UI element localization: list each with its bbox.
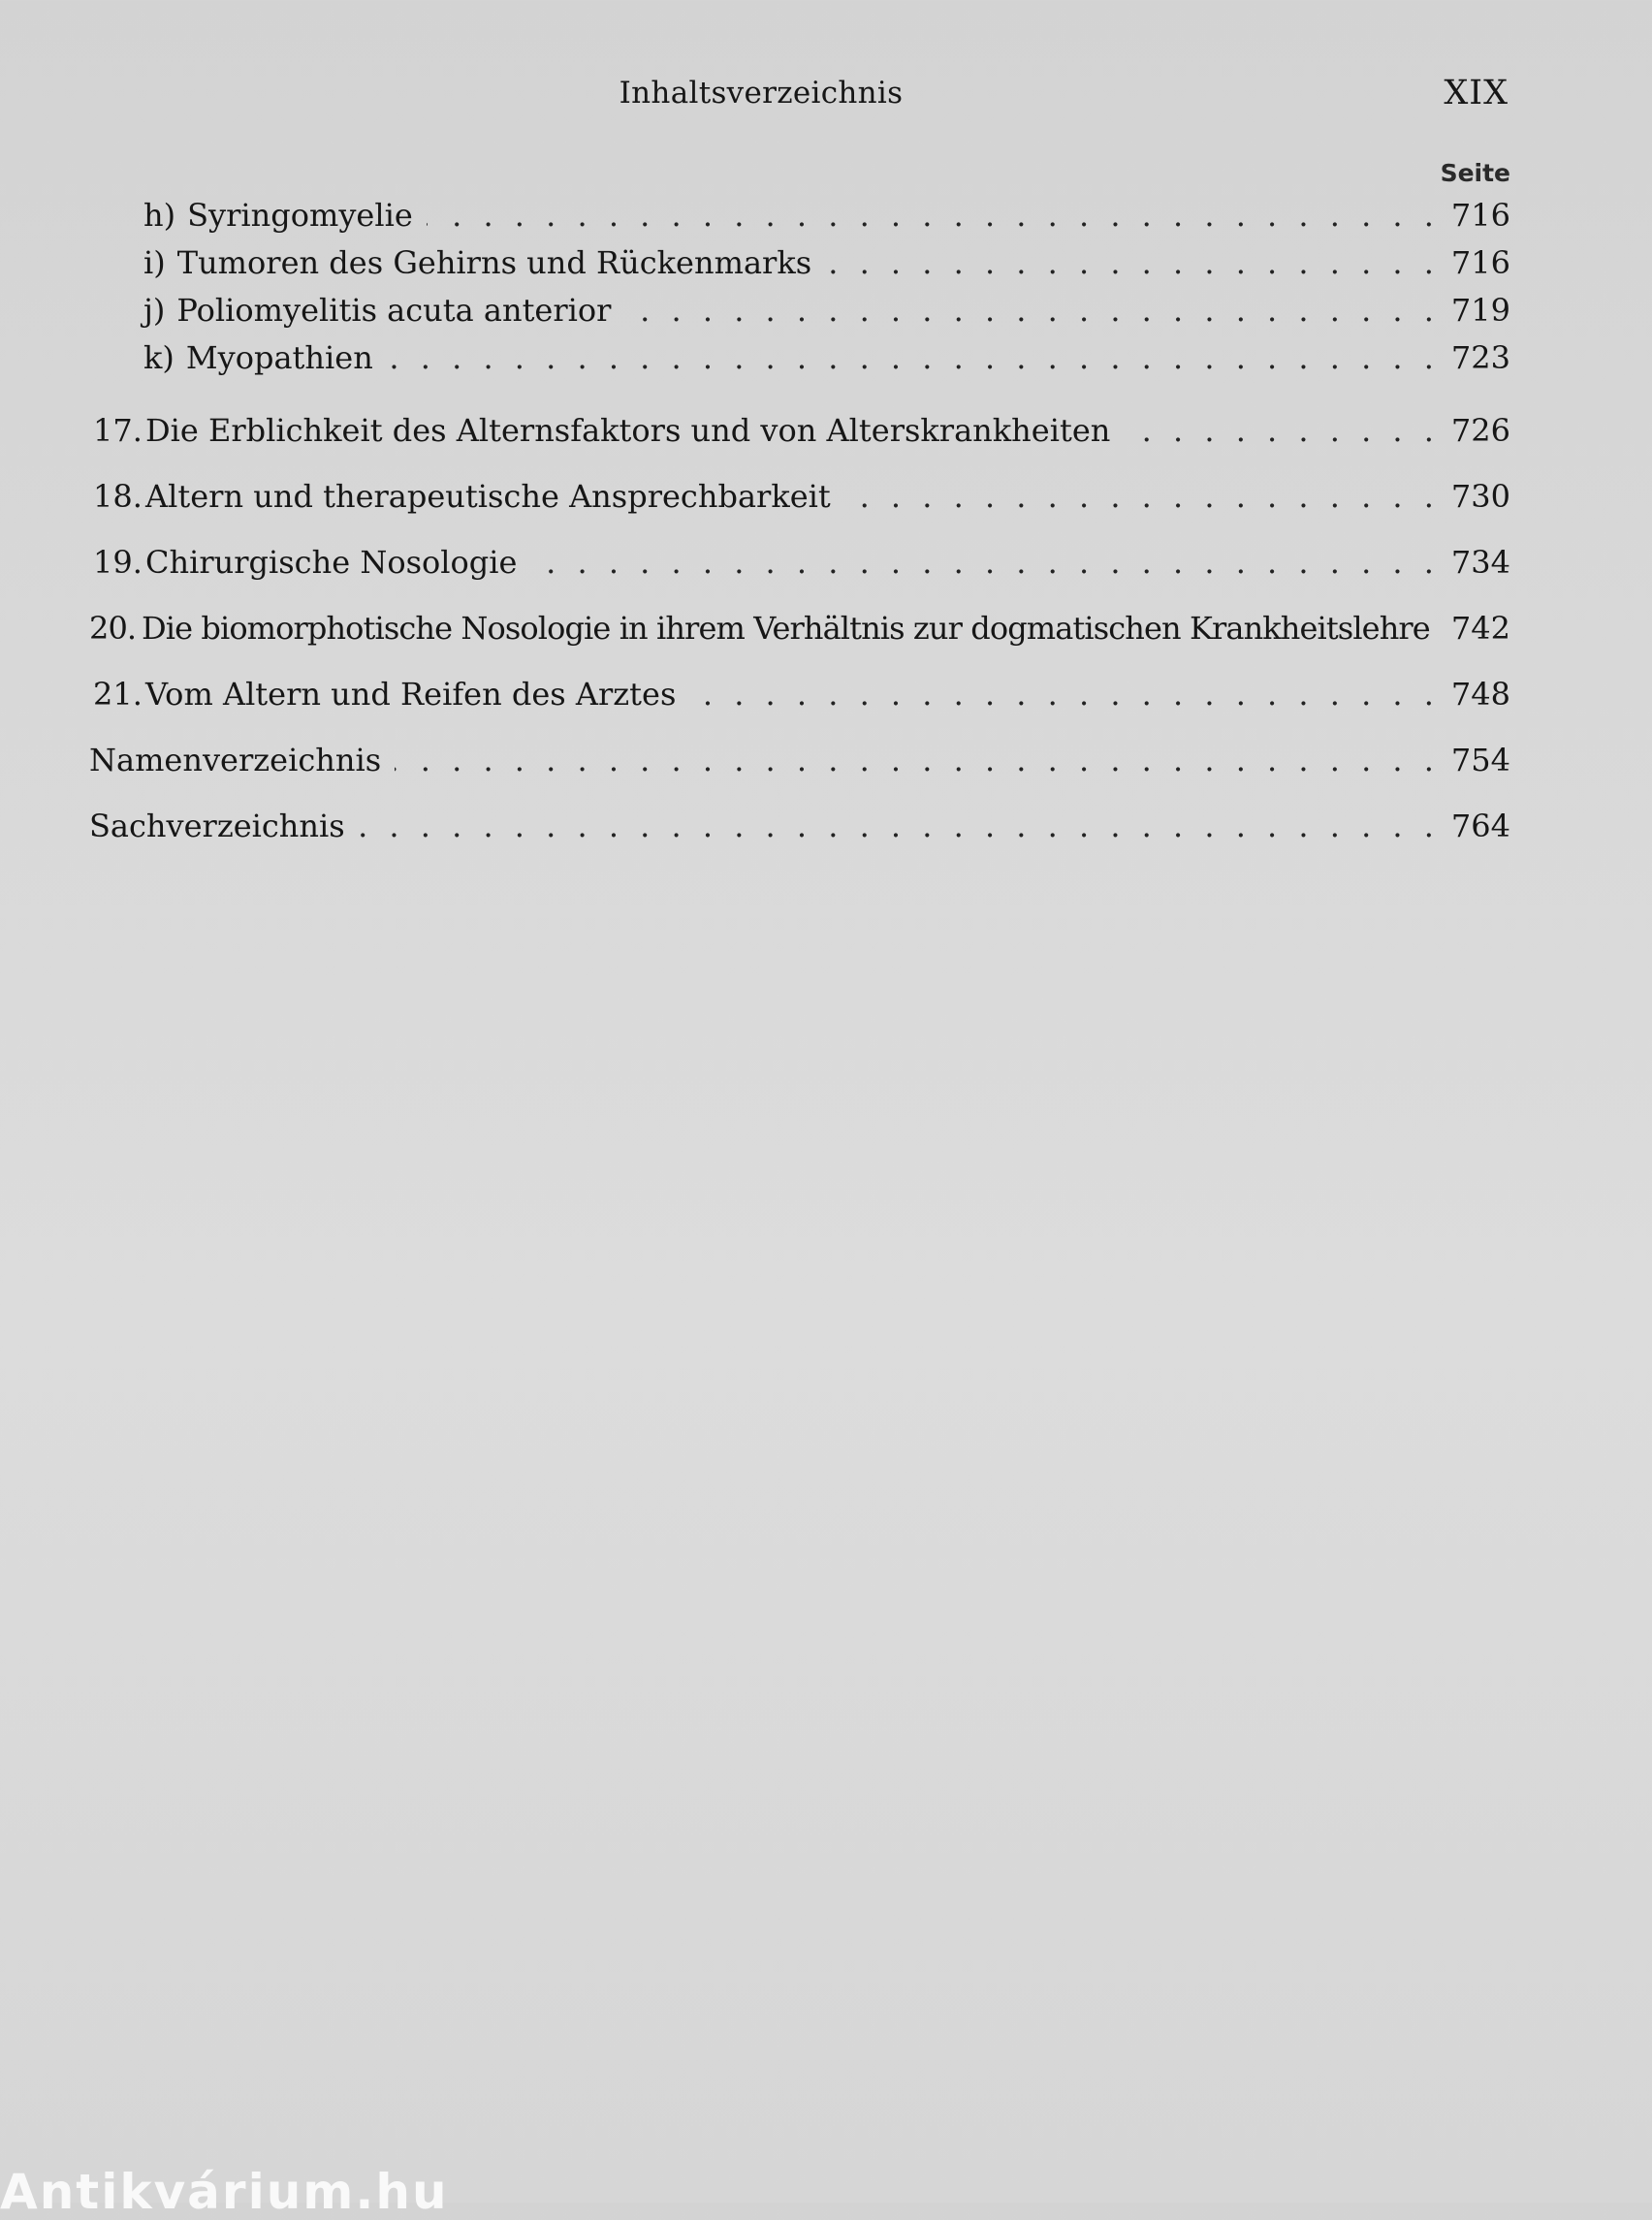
watermark-logo: Antikvárium.hu — [0, 2164, 449, 2220]
toc-entry-page: 734 — [1450, 544, 1510, 581]
toc-entry-number: 20. — [89, 610, 137, 647]
toc-entry-page: 730 — [1450, 478, 1510, 515]
toc-entry-namenverzeichnis — [89, 741, 1510, 779]
dot-leader — [624, 291, 1433, 330]
toc-entry-title: Myopathien — [185, 339, 373, 376]
dot-leader — [1124, 411, 1434, 450]
toc-entry-title: Die Erblichkeit des Alternsfaktors und von Alterskrankheiten — [145, 412, 1111, 449]
toc-entry-k — [143, 338, 1510, 377]
toc-entry-title: Altern und therapeutische Ansprechbarkeit — [145, 478, 831, 515]
toc-entry-17 — [93, 411, 1510, 450]
toc-entry-page: 719 — [1450, 292, 1510, 329]
toc-entry-title: Syringomyelie — [187, 197, 413, 234]
running-title: Inhaltsverzeichnis — [619, 76, 904, 111]
toc-entry-page: 716 — [1450, 197, 1510, 234]
toc-entry-number: 19. — [93, 544, 143, 581]
toc-entry-page: 723 — [1450, 339, 1510, 376]
toc-entry-title: Vom Altern und Reifen des Arztes — [145, 676, 677, 713]
dot-leader — [359, 807, 1434, 845]
toc-entry-number: k) — [143, 339, 175, 376]
dot-leader — [844, 477, 1434, 516]
dot-leader — [689, 675, 1434, 714]
toc-entry-title: Namenverzeichnis — [89, 742, 382, 778]
toc-entry-title: Die biomorphotische Nosologie in ihrem Verhältnis zur dogmatischen Krankheitslehre — [142, 610, 1430, 647]
toc-entry-j — [143, 291, 1510, 330]
toc-entry-20 — [89, 609, 1510, 648]
page-column-label: Seite — [1440, 159, 1510, 187]
toc-entry-i — [143, 243, 1510, 282]
toc-entry-title: Tumoren des Gehirns und Rückenmarks — [176, 244, 812, 281]
toc-entry-h — [143, 196, 1510, 235]
toc-entry-sachverzeichnis — [89, 807, 1510, 845]
dot-leader — [387, 338, 1434, 377]
toc-entry-page: 742 — [1450, 610, 1510, 647]
toc-entry-title: Poliomyelitis acuta anterior — [176, 292, 612, 329]
toc-entry-21 — [93, 675, 1510, 714]
toc-entry-19 — [93, 543, 1510, 582]
toc-entry-number: 17. — [93, 412, 143, 449]
toc-entry-number: h) — [143, 197, 176, 234]
toc-entry-title: Sachverzeichnis — [89, 808, 345, 844]
dot-leader — [427, 196, 1434, 235]
toc-entry-page: 764 — [1450, 808, 1510, 844]
toc-entry-page: 748 — [1450, 676, 1510, 713]
page-number: XIX — [1444, 74, 1509, 112]
toc-entry-page: 716 — [1450, 244, 1510, 281]
toc-entry-number: i) — [143, 244, 166, 281]
toc-entry-number: 18. — [93, 478, 143, 515]
toc-entry-title: Chirurgische Nosologie — [145, 544, 518, 581]
dot-leader — [825, 243, 1434, 282]
toc-entry-number: j) — [143, 292, 166, 329]
toc-entry-page: 754 — [1450, 742, 1510, 778]
dot-leader — [395, 741, 1434, 779]
toc-entry-number: 21. — [93, 676, 143, 713]
toc-entry-18 — [93, 477, 1510, 516]
dot-leader — [530, 543, 1434, 582]
toc-entry-page: 726 — [1450, 412, 1510, 449]
